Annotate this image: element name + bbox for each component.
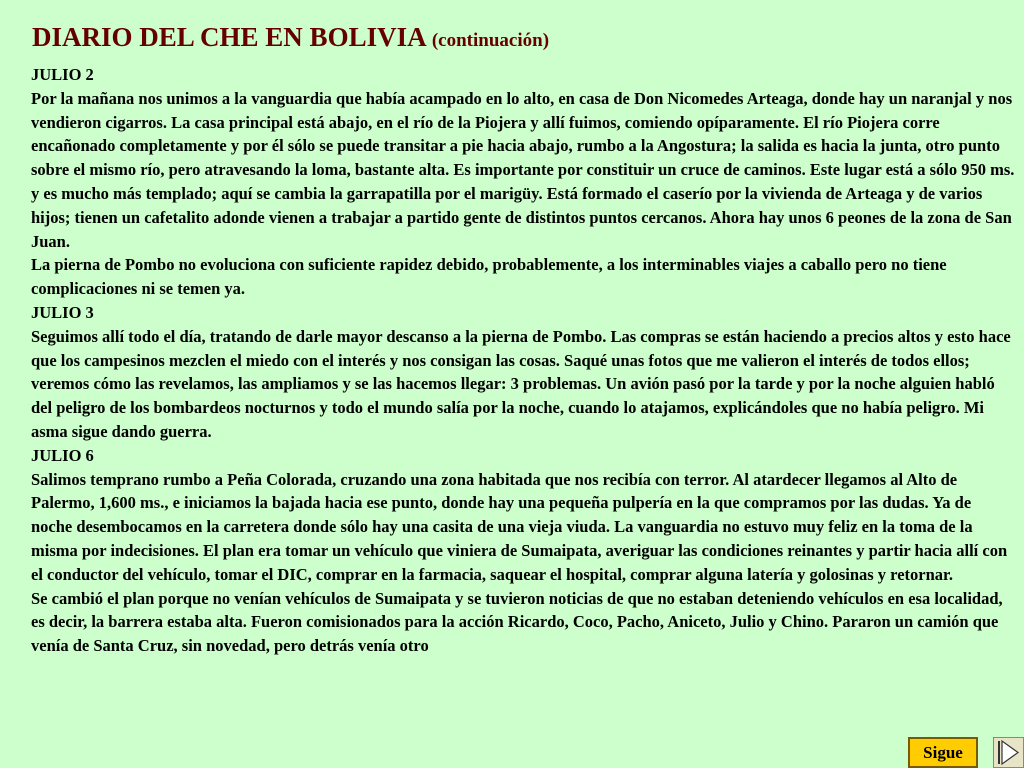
title-subtitle: (continuación): [431, 30, 550, 51]
entry-paragraph: La pierna de Pombo no evoluciona con suficiente rapidez debido, probablemente, a los interminables viajes a caballo pero no tiene complicaciones ni se temen ya.: [31, 255, 947, 299]
entry-date: JULIO 2: [31, 65, 94, 84]
title-main: DIARIO DEL CHE EN BOLIVIA: [32, 22, 426, 52]
entry-paragraph: Salimos temprano rumbo a Peña Colorada, cruzando una zona habitada que nos recibía con terror. Al atardecer llegamos al Alto de Palermo, 1,600 ms., e iniciamos la bajada hacia ese punto, donde hay una pequeña pulpería en la que compramos por las dudas. Ya de noche desembocamos en la carretera donde sólo hay una casita de una vieja viuda. La vanguardia no estuvo muy feliz en la toma de la misma por indecisiones. El plan era tomar un vehículo que viniera de Sumaipata, averiguar las condiciones reinantes y partir hacia allí con el conductor del vehículo, tomar el DIC, comprar en la farmacia, saquear el hospital, comprar alguna latería y golosinas y retornar.: [31, 469, 1008, 584]
diary-text: [31, 63, 1016, 658]
page-title: [32, 22, 549, 53]
entry-date: JULIO 6: [31, 445, 94, 465]
sigue-button[interactable]: Sigue: [908, 737, 978, 768]
next-slide-button[interactable]: [993, 737, 1024, 768]
entry-date: JULIO 3: [31, 302, 94, 322]
entry-paragraph: Por la mañana nos unimos a la vanguardia que había acampado en lo alto, en casa de Don Nicomedes Arteaga, donde hay un naranjal y nos vendieron cigarros. La casa principal está abajo, en el río de la Piojera y allí fuimos, comiendo opíparamente. El río Piojera corre encañonado completamente y por él sólo se puede transitar a pie hacia abajo, rumbo a la Angostura; la salida es hacia la junta, otro punto sobre el mismo río, pero atravesando la loma, bastante alta. Es importante por constituir un cruce de caminos. Este lugar está a sólo 950 ms. y es mucho más templado; aquí se cambia la garrapatilla por el marigüy. Está formado el caserío por la vivienda de Arteaga y de varios hijos; tienen un cafetalito adonde vienen a trabajar a partido gente de distintos puntos cercanos. Ahora hay unos 6 peones de la zona de San Juan.: [31, 88, 1015, 251]
forward-arrow-icon: [994, 738, 1023, 767]
entry-paragraph: Seguimos allí todo el día, tratando de darle mayor descanso a la pierna de Pombo. Las compras se están haciendo a precios altos y esto hace que los campesinos mezclen el miedo con el interés y nos consigan las cosas. Saqué unas fotos que me valieron el interés de todos ellos; veremos cómo las revelamos, las ampliamos y se las hacemos llegar: 3 problemas. Un avión pasó por la tarde y por la noche alguien habló del peligro de los bombardeos nocturnos y todo el mundo salía por la noche, cuando lo atajamos, explicándoles que no había peligro. Mi asma sigue dando guerra.: [31, 326, 1011, 441]
entry-paragraph: Se cambió el plan porque no venían vehículos de Sumaipata y se tuvieron noticias de que no estaban deteniendo vehículos en esa localidad, es decir, la barrera estaba alta. Fueron comisionados para la acción Ricardo, Coco, Pacho, Aniceto, Julio y Chino. Pararon un camión que venía de Santa Cruz, sin novedad, pero detrás venía otro: [31, 588, 1003, 656]
